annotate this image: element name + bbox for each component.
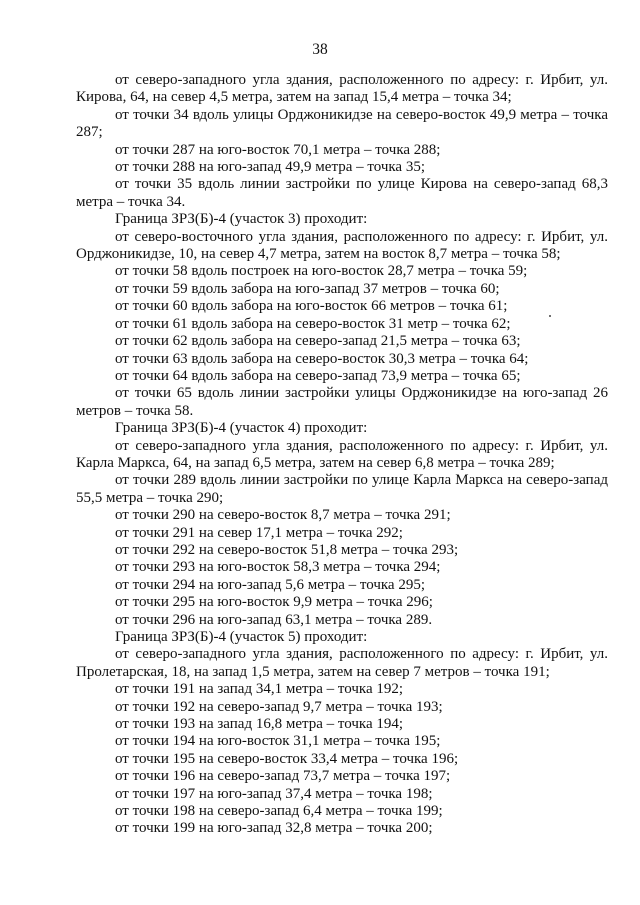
paragraph: от точки 193 на запад 16,8 метра – точка 194;	[115, 716, 404, 733]
paragraph: от точки 191 на запад 34,1 метра – точка 192;	[115, 681, 404, 698]
paragraph: от точки 198 на северо-запад 6,4 метра – точка 199;	[115, 803, 443, 820]
paragraph: от северо-восточного угла здания, расположенного по адресу: г. Ирбит, ул. Орджоникидзе, 10, на север 4,7 метра, затем на восток 8,7 метра – точка 58;	[76, 228, 608, 263]
paragraph: от точки 62 вдоль забора на северо-запад 21,5 метра – точка 63;	[115, 333, 521, 350]
paragraph: Граница ЗРЗ(Б)-4 (участок 5) проходит:	[115, 629, 368, 645]
paragraph: от точки 197 на юго-запад 37,4 метра – точка 198;	[115, 785, 433, 802]
paragraph: от точки 294 на юго-запад 5,6 метра – точка 295;	[115, 576, 425, 593]
paragraph: от точки 34 вдоль улицы Орджоникидзе на северо-восток 49,9 метра – точка 287;	[76, 106, 608, 141]
paragraph: от северо-западного угла здания, расположенного по адресу: г. Ирбит, ул. Кирова, 64, на север 4,5 метра, затем на запад 15,4 метра – точка 34;	[76, 72, 608, 106]
paragraph: от северо-западного угла здания, расположенного по адресу: г. Ирбит, ул. Карла Маркса, 64, на запад 6,5 метра, затем на север 6,8 метра – точка 289;	[76, 437, 608, 471]
paragraph: от точки 196 на северо-запад 73,7 метра – точка 197;	[115, 768, 451, 785]
paragraph: от точки 63 вдоль забора на северо-восток 30,3 метра – точка 64;	[115, 350, 529, 367]
paragraph: Граница ЗРЗ(Б)-4 (участок 4) проходит:	[115, 420, 368, 437]
paragraph: от точки 61 вдоль забора на северо-восток 31 метр – точка 62;	[115, 315, 511, 332]
paragraph: Граница ЗРЗ(Б)-4 (участок 3) проходит:	[115, 211, 368, 228]
paragraph: от точки 59 вдоль забора на юго-запад 37 метров – точка 60;	[115, 280, 500, 297]
paragraph: от точки 64 вдоль забора на северо-запад 73,9 метра – точка 65;	[115, 367, 521, 384]
paragraph: от точки 289 вдоль линии застройки по улице Карла Маркса на северо-запад 55,5 метра – точка 290;	[76, 472, 608, 506]
paragraph: от точки 288 на юго-запад 49,9 метра – точка 35;	[115, 159, 425, 176]
paragraph: от точки 287 на юго-восток 70,1 метра – точка 288;	[115, 141, 441, 158]
paragraph: от точки 291 на север 17,1 метра – точка 292;	[115, 524, 403, 541]
paragraph: от точки 65 вдоль линии застройки улицы Орджоникидзе на юго-запад 26 метров – точка 58.	[76, 385, 608, 419]
paragraph: от точки 195 на северо-восток 33,4 метра – точка 196;	[115, 750, 459, 767]
scan-speck	[549, 315, 551, 317]
paragraph: от точки 194 на юго-восток 31,1 метра – точка 195;	[115, 733, 441, 750]
paragraph: от точки 295 на юго-восток 9,9 метра – точка 296;	[115, 594, 433, 611]
paragraph: от точки 293 на юго-восток 58,3 метра – точка 294;	[115, 559, 441, 576]
page-number: 38	[312, 41, 328, 58]
paragraph: от точки 199 на юго-запад 32,8 метра – точка 200;	[115, 820, 433, 837]
paragraph: от точки 296 на юго-запад 63,1 метра – точка 289.	[115, 611, 433, 628]
paragraph: от точки 35 вдоль линии застройки по улице Кирова на северо-запад 68,3 метра – точка 34.	[76, 176, 608, 210]
body-text	[76, 72, 608, 838]
paragraph: от точки 290 на северо-восток 8,7 метра – точка 291;	[115, 507, 451, 524]
paragraph: от точки 58 вдоль построек на юго-восток 28,7 метра – точка 59;	[115, 263, 528, 280]
paragraph: от точки 292 на северо-восток 51,8 метра – точка 293;	[115, 541, 459, 558]
paragraph: от точки 60 вдоль забора на юго-восток 66 метров – точка 61;	[115, 298, 508, 315]
paragraph: от северо-западного угла здания, расположенного по адресу: г. Ирбит, ул. Пролетарская, 18, на запад 1,5 метра, затем на север 7 метров – точка 191;	[76, 646, 608, 680]
paragraph: от точки 192 на северо-запад 9,7 метра – точка 193;	[115, 698, 443, 715]
